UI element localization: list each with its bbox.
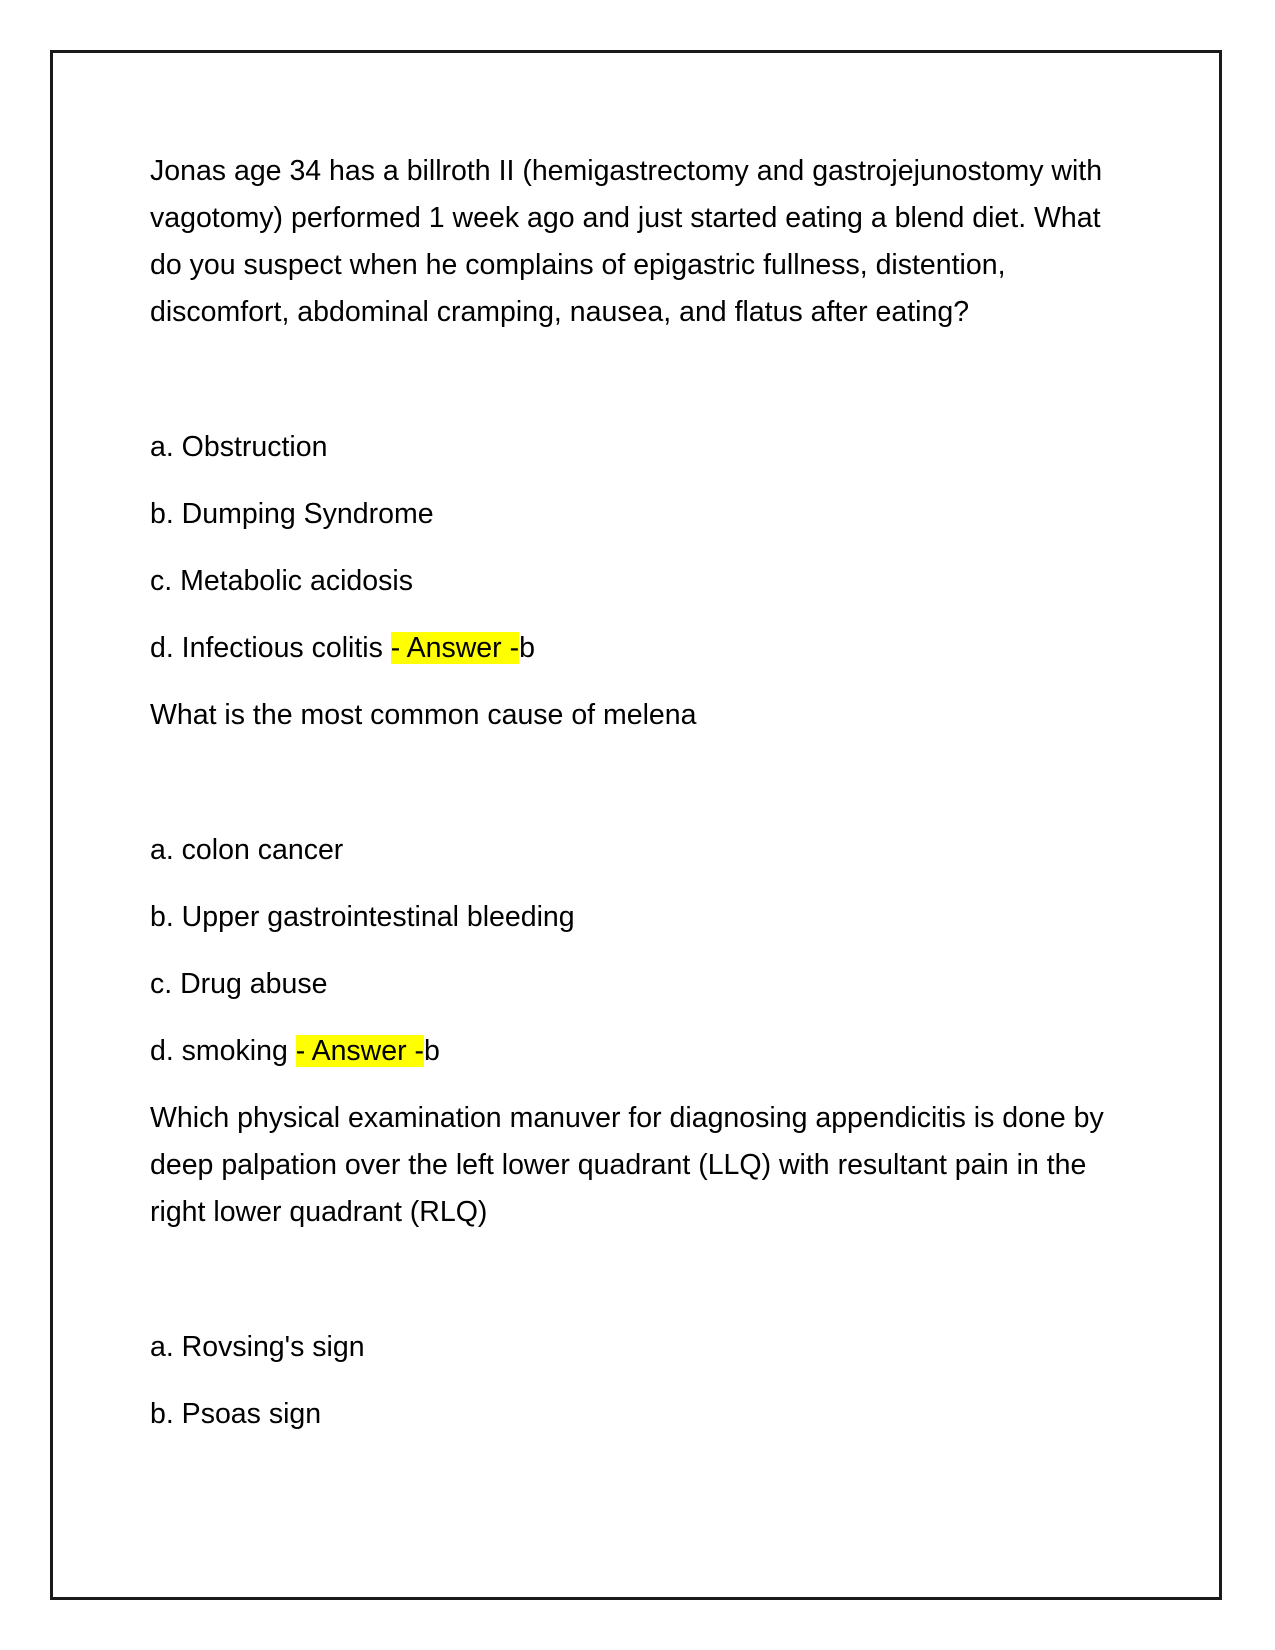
question-1-option-a: a. Obstruction (150, 431, 328, 463)
question-1-option-b: b. Dumping Syndrome (150, 498, 434, 530)
question-2-option-d-line (150, 1028, 1110, 1075)
question-1-answer-marker: - Answer - (390, 632, 520, 664)
question-1-option-d: d. Infectious colitis (150, 632, 391, 664)
question-1-answer-value: b (519, 632, 535, 664)
question-2-answer-value: b (424, 1035, 440, 1067)
question-2-answer-marker: - Answer - (295, 1035, 425, 1067)
question-2-option-a: a. colon cancer (150, 834, 344, 866)
question-3-text: Which physical examination manuver for diagnosing appendicitis is done by deep palpation over the left lower quadrant (LLQ) with resultant pain in the right lower quadrant (RLQ) (150, 1102, 1104, 1228)
spacer (150, 1236, 1110, 1324)
question-1-text: Jonas age 34 has a billroth II (hemigastrectomy and gastrojejunostomy with vagotomy) performed 1 week ago and just started eating a blend diet. What do you suspect when he complains of epigastric fullness, distention, discomfort, abdominal cramping, nausea, and flatus after eating? (150, 155, 1103, 328)
question-3-option-a: a. Rovsing's sign (150, 1331, 365, 1363)
question-2-option-d: d. smoking (150, 1035, 296, 1067)
question-3-option-b: b. Psoas sign (150, 1398, 322, 1430)
question-2-text: What is the most common cause of melena (150, 699, 697, 731)
document-content (150, 148, 1110, 1458)
question-1-option-c: c. Metabolic acidosis (150, 565, 413, 597)
question-2-option-c: c. Drug abuse (150, 968, 328, 1000)
question-2-option-b: b. Upper gastrointestinal bleeding (150, 901, 575, 933)
spacer (150, 336, 1110, 424)
question-1-option-d-line (150, 625, 1110, 672)
spacer (150, 739, 1110, 827)
